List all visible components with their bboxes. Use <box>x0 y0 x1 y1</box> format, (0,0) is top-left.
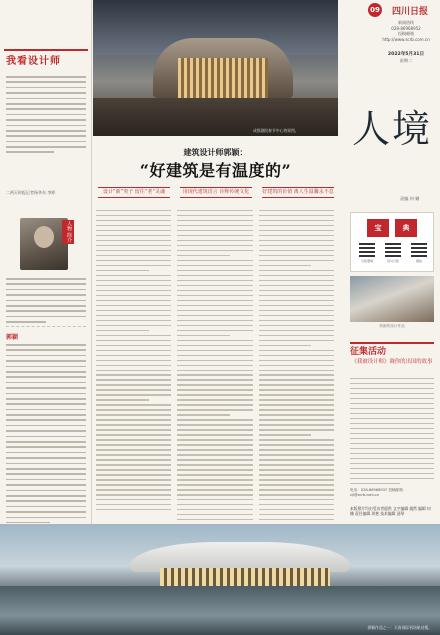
left-column-intro-text <box>6 76 86 157</box>
author-tag: 人物 简介 <box>62 220 74 244</box>
subhead-3: 好建筑的价值 离人生温馨永不息 <box>262 187 334 198</box>
column-title: 我看设计师 <box>6 56 61 67</box>
author-photo <box>20 218 68 270</box>
section-title: 人境 <box>352 107 433 151</box>
hero-caption: 成都剧院春节中心效果图。 <box>253 128 299 133</box>
masthead-info-line: 新闻热线 <box>398 20 414 25</box>
qr-label: 四川日报 <box>386 259 399 263</box>
article-body <box>96 210 334 520</box>
side-photo <box>350 276 434 322</box>
notice-title: 征集活动 <box>350 347 387 357</box>
subhead-2: 用现代建筑语言 诠释传统文化 <box>180 187 252 198</box>
qr-code-icon[interactable] <box>359 241 375 257</box>
notice-body <box>350 378 434 488</box>
promo-cell: 宝 <box>367 219 389 237</box>
qr-label: 川报观察 <box>360 259 373 263</box>
left-column-body-text <box>6 344 86 527</box>
headline: “好建筑是有温度的” <box>139 161 292 180</box>
bottom-photo <box>0 524 440 635</box>
terminal-hall <box>160 568 330 586</box>
masthead-info-line: 028-86968952 <box>391 25 421 31</box>
article-column-1 <box>96 210 171 520</box>
page-credits: 本版照片均由受访者提供 文字编辑 姚然 编辑 何姗 责任编辑 周艳 技术编辑 邱琴 <box>350 506 431 516</box>
article-column-2 <box>177 210 252 520</box>
masthead-info-line[interactable]: http://www.scrb.com.cn <box>382 36 430 42</box>
hero-building-facade <box>178 58 268 98</box>
bottom-photo-caption: 郭颖作品之一：天府国际机场航站楼。 <box>367 625 432 630</box>
left-column-byline: 二两天时报记者杨华东 李婷 <box>6 190 56 195</box>
notice-contact: 电话：028-86968937 投稿邮箱：zjl@scrb.com.cn <box>350 488 407 497</box>
side-photo-caption: 郭颖的设计作品 <box>379 324 405 328</box>
qr-label: 微信 <box>415 259 422 263</box>
issue-weekday: 星期二 <box>399 58 413 63</box>
subheads <box>98 187 334 198</box>
headline-kicker: 建筑设计师郭颖： <box>183 148 248 157</box>
promo-cell: 典 <box>395 219 417 237</box>
masthead-info <box>376 20 436 42</box>
page-number-badge: 09 <box>368 3 382 17</box>
hero-image <box>93 0 338 136</box>
left-divider <box>6 326 86 327</box>
qr-code-icon[interactable] <box>411 241 427 257</box>
section-editor: 责编 何 姗 <box>400 196 420 201</box>
paper-logo: 四川日报 <box>392 7 429 17</box>
left-column-bio-text <box>6 278 86 327</box>
issue-date: 2022年5月31日 <box>387 52 425 57</box>
notice-subtitle: 《我被设计师》调你的出国的故事 <box>351 359 433 365</box>
promo-box <box>350 212 434 272</box>
hero-plaza <box>93 98 338 136</box>
masthead-info-line: 投稿邮箱 <box>398 31 414 37</box>
qr-code-icon[interactable] <box>385 241 401 257</box>
subhead-1: 设计“新”突子 留住“老”灵魂 <box>98 187 170 198</box>
author-name: 郭颖 <box>6 334 19 341</box>
article-column-3 <box>259 210 334 520</box>
